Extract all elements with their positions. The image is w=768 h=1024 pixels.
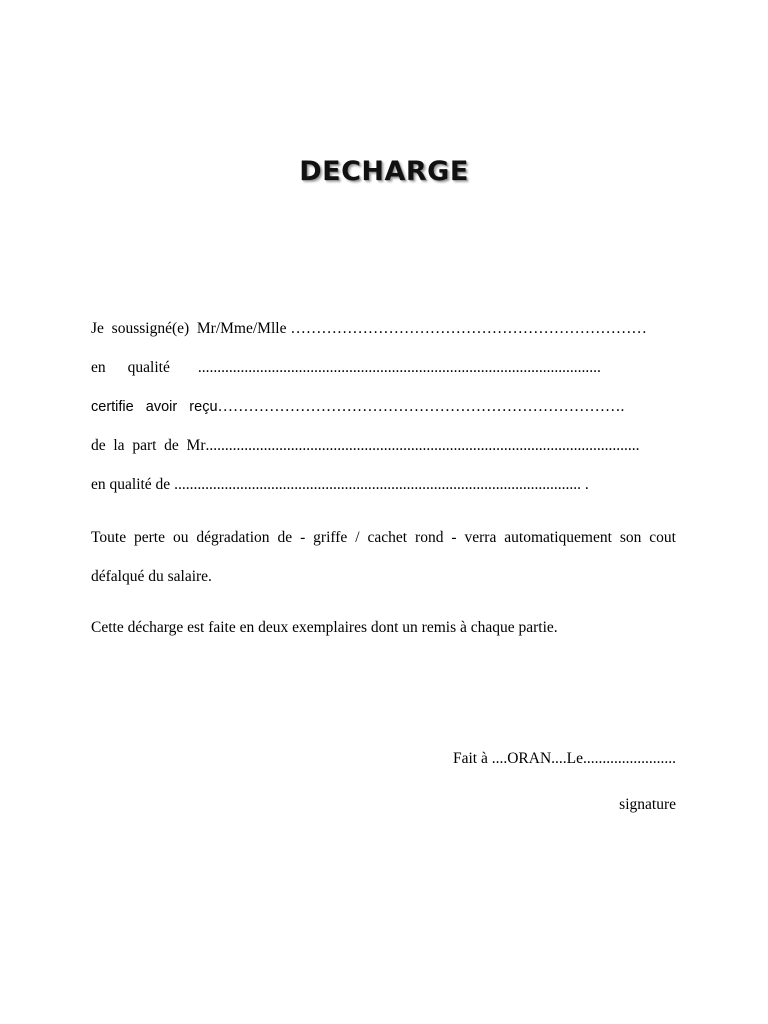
field-part-de-dots[interactable]: ................................................................................................................ [205, 437, 640, 454]
field-certifie-label: certifie avoir reçu [91, 399, 218, 415]
field-qualite-label-en: en [91, 359, 106, 376]
field-certifie [91, 398, 676, 416]
field-soussigne [91, 320, 676, 338]
field-soussigne-label: Je soussigné(e) Mr/Mme/Mlle [91, 320, 287, 337]
paragraph-perte: Toute perte ou dégradation de - griffe / cachet rond - verra automatiquement son cout défalqué du salaire. [91, 529, 676, 585]
document-title: DECHARGE [299, 156, 469, 187]
field-part-de [91, 437, 676, 455]
place-date: Fait à ....ORAN....Le........................ [452, 750, 676, 767]
signature-label: signature [619, 796, 676, 813]
field-qualite-de-label: en qualité de [91, 476, 171, 493]
field-certifie-dots[interactable]: ……………………………………………………………………. [217, 398, 625, 415]
field-qualite-dots[interactable]: ........................................................................................................ [197, 359, 601, 376]
field-qualite-label: qualité [127, 359, 170, 376]
paragraph-exemplaires: Cette décharge est faite en deux exemplaires dont un remis à chaque partie. [91, 619, 558, 636]
field-qualite [91, 359, 676, 377]
field-soussigne-dots[interactable]: …………………………………………………………… [290, 320, 647, 337]
field-qualite-de [91, 476, 676, 494]
field-part-de-label: de la part de Mr [91, 437, 206, 454]
field-qualite-de-dots[interactable]: ......................................................................................................... . [174, 476, 589, 493]
